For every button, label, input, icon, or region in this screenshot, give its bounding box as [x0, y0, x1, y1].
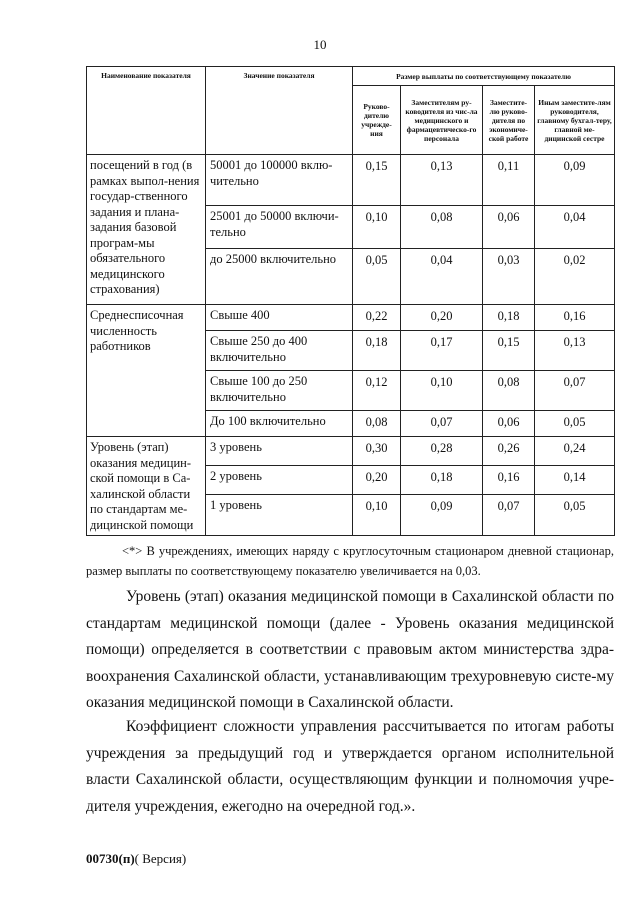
row-value: Свыше 400	[206, 305, 353, 331]
header-indicator-value: Значение показателя	[206, 67, 353, 155]
payment-cell: 0,08	[401, 206, 483, 249]
header-director: Руково-дителю учрежде-ния	[353, 86, 401, 155]
payment-cell: 0,28	[401, 437, 483, 466]
payment-cell: 0,08	[483, 371, 535, 411]
payment-cell: 0,06	[483, 206, 535, 249]
payment-cell: 0,05	[535, 411, 615, 437]
document-code: 00730(п)	[86, 851, 135, 866]
payment-cell: 0,24	[535, 437, 615, 466]
group-label-headcount: Среднесписочная численность работников	[87, 305, 206, 437]
paragraph-care-level	[86, 584, 614, 717]
payment-cell: 0,14	[535, 466, 615, 495]
row-value: Свыше 250 до 400 включительно	[206, 331, 353, 371]
row-value: 2 уровень	[206, 466, 353, 495]
payment-cell: 0,07	[401, 411, 483, 437]
row-value: 50001 до 100000 вклю-чительно	[206, 155, 353, 206]
payment-table	[86, 66, 615, 536]
payment-cell: 0,26	[483, 437, 535, 466]
payment-cell: 0,13	[535, 331, 615, 371]
document-version: ( Версия)	[134, 851, 187, 866]
paragraph-text: Уровень (этап) оказания медицинской помощи в Сахалинской области по стандартам медицинской помощи (далее - Уровень оказания медицинской помощи) определяется в соответствии с правовым актом министерства здра-воохранения Сахалинской области, устанавливающим трехуровневую систе-му оказания медицинской помощи в Сахалинской области.	[86, 588, 614, 711]
payment-cell: 0,08	[353, 411, 401, 437]
payment-cell: 0,11	[483, 155, 535, 206]
row-value: До 100 включительно	[206, 411, 353, 437]
payment-cell: 0,07	[535, 371, 615, 411]
payment-cell: 0,18	[353, 331, 401, 371]
payment-cell: 0,20	[401, 305, 483, 331]
payment-cell: 0,03	[483, 249, 535, 305]
header-other-deputies: Иным заместите-лям руководителя, главному бухгал-теру, главной ме-дицинской сестре	[535, 86, 615, 155]
payment-cell: 0,09	[535, 155, 615, 206]
payment-cell: 0,04	[535, 206, 615, 249]
payment-cell: 0,05	[535, 495, 615, 536]
footnote-text: <*> В учреждениях, имеющих наряду с круглосуточным стационаром дневной стационар, размер выплаты по соответствующему показателю увеличивается на 0,03.	[86, 544, 614, 578]
row-value: до 25000 включительно	[206, 249, 353, 305]
payment-cell: 0,30	[353, 437, 401, 466]
payment-cell: 0,17	[401, 331, 483, 371]
page-number: 10	[313, 37, 327, 52]
header-indicator-name: Наименование показателя	[87, 67, 206, 155]
header-medical-deputies: Заместителям ру-ководителя из чис-ла медицинского и фармацевтическо-го персонала	[401, 86, 483, 155]
group-label-visits: посещений в год (в рамках выпол-нения государ-ственного задания и плана-задания базовой програм-мы обязательного медицинского страхования)	[87, 155, 206, 305]
payment-cell: 0,10	[353, 495, 401, 536]
payment-cell: 0,09	[401, 495, 483, 536]
payment-cell: 0,18	[401, 466, 483, 495]
row-value: 25001 до 50000 включи-тельно	[206, 206, 353, 249]
paragraph-complexity	[86, 714, 614, 820]
payment-cell: 0,02	[535, 249, 615, 305]
row-value: 3 уровень	[206, 437, 353, 466]
document-footer	[86, 851, 186, 867]
payment-cell: 0,15	[353, 155, 401, 206]
payment-cell: 0,10	[353, 206, 401, 249]
header-payment-size: Размер выплаты по соответствующему показателю	[353, 67, 615, 86]
payment-cell: 0,16	[535, 305, 615, 331]
payment-cell: 0,06	[483, 411, 535, 437]
payment-cell: 0,13	[401, 155, 483, 206]
payment-cell: 0,18	[483, 305, 535, 331]
payment-cell: 0,22	[353, 305, 401, 331]
payment-cell: 0,15	[483, 331, 535, 371]
row-value: Свыше 100 до 250 включительно	[206, 371, 353, 411]
group-label-care-level: Уровень (этап) оказания медицин-ской помощи в Са-халинской области по стандартам ме-дицинской помощи	[87, 437, 206, 536]
paragraph-text: Коэффициент сложности управления рассчитывается по итогам работы учреждения за предыдущий год и утверждается органом исполнительной власти Сахалинской области, осуществляющим функции и полномочия учре-дителя учреждения, ежегодно на очередной год.».	[86, 718, 614, 815]
payment-cell: 0,04	[401, 249, 483, 305]
payment-cell: 0,05	[353, 249, 401, 305]
payment-cell: 0,16	[483, 466, 535, 495]
payment-cell: 0,12	[353, 371, 401, 411]
payment-cell: 0,20	[353, 466, 401, 495]
footnote	[86, 541, 614, 581]
payment-cell: 0,07	[483, 495, 535, 536]
row-value: 1 уровень	[206, 495, 353, 536]
payment-cell: 0,10	[401, 371, 483, 411]
header-economic-deputy: Заместите-лю руково-дителя по экономиче-ской работе	[483, 86, 535, 155]
